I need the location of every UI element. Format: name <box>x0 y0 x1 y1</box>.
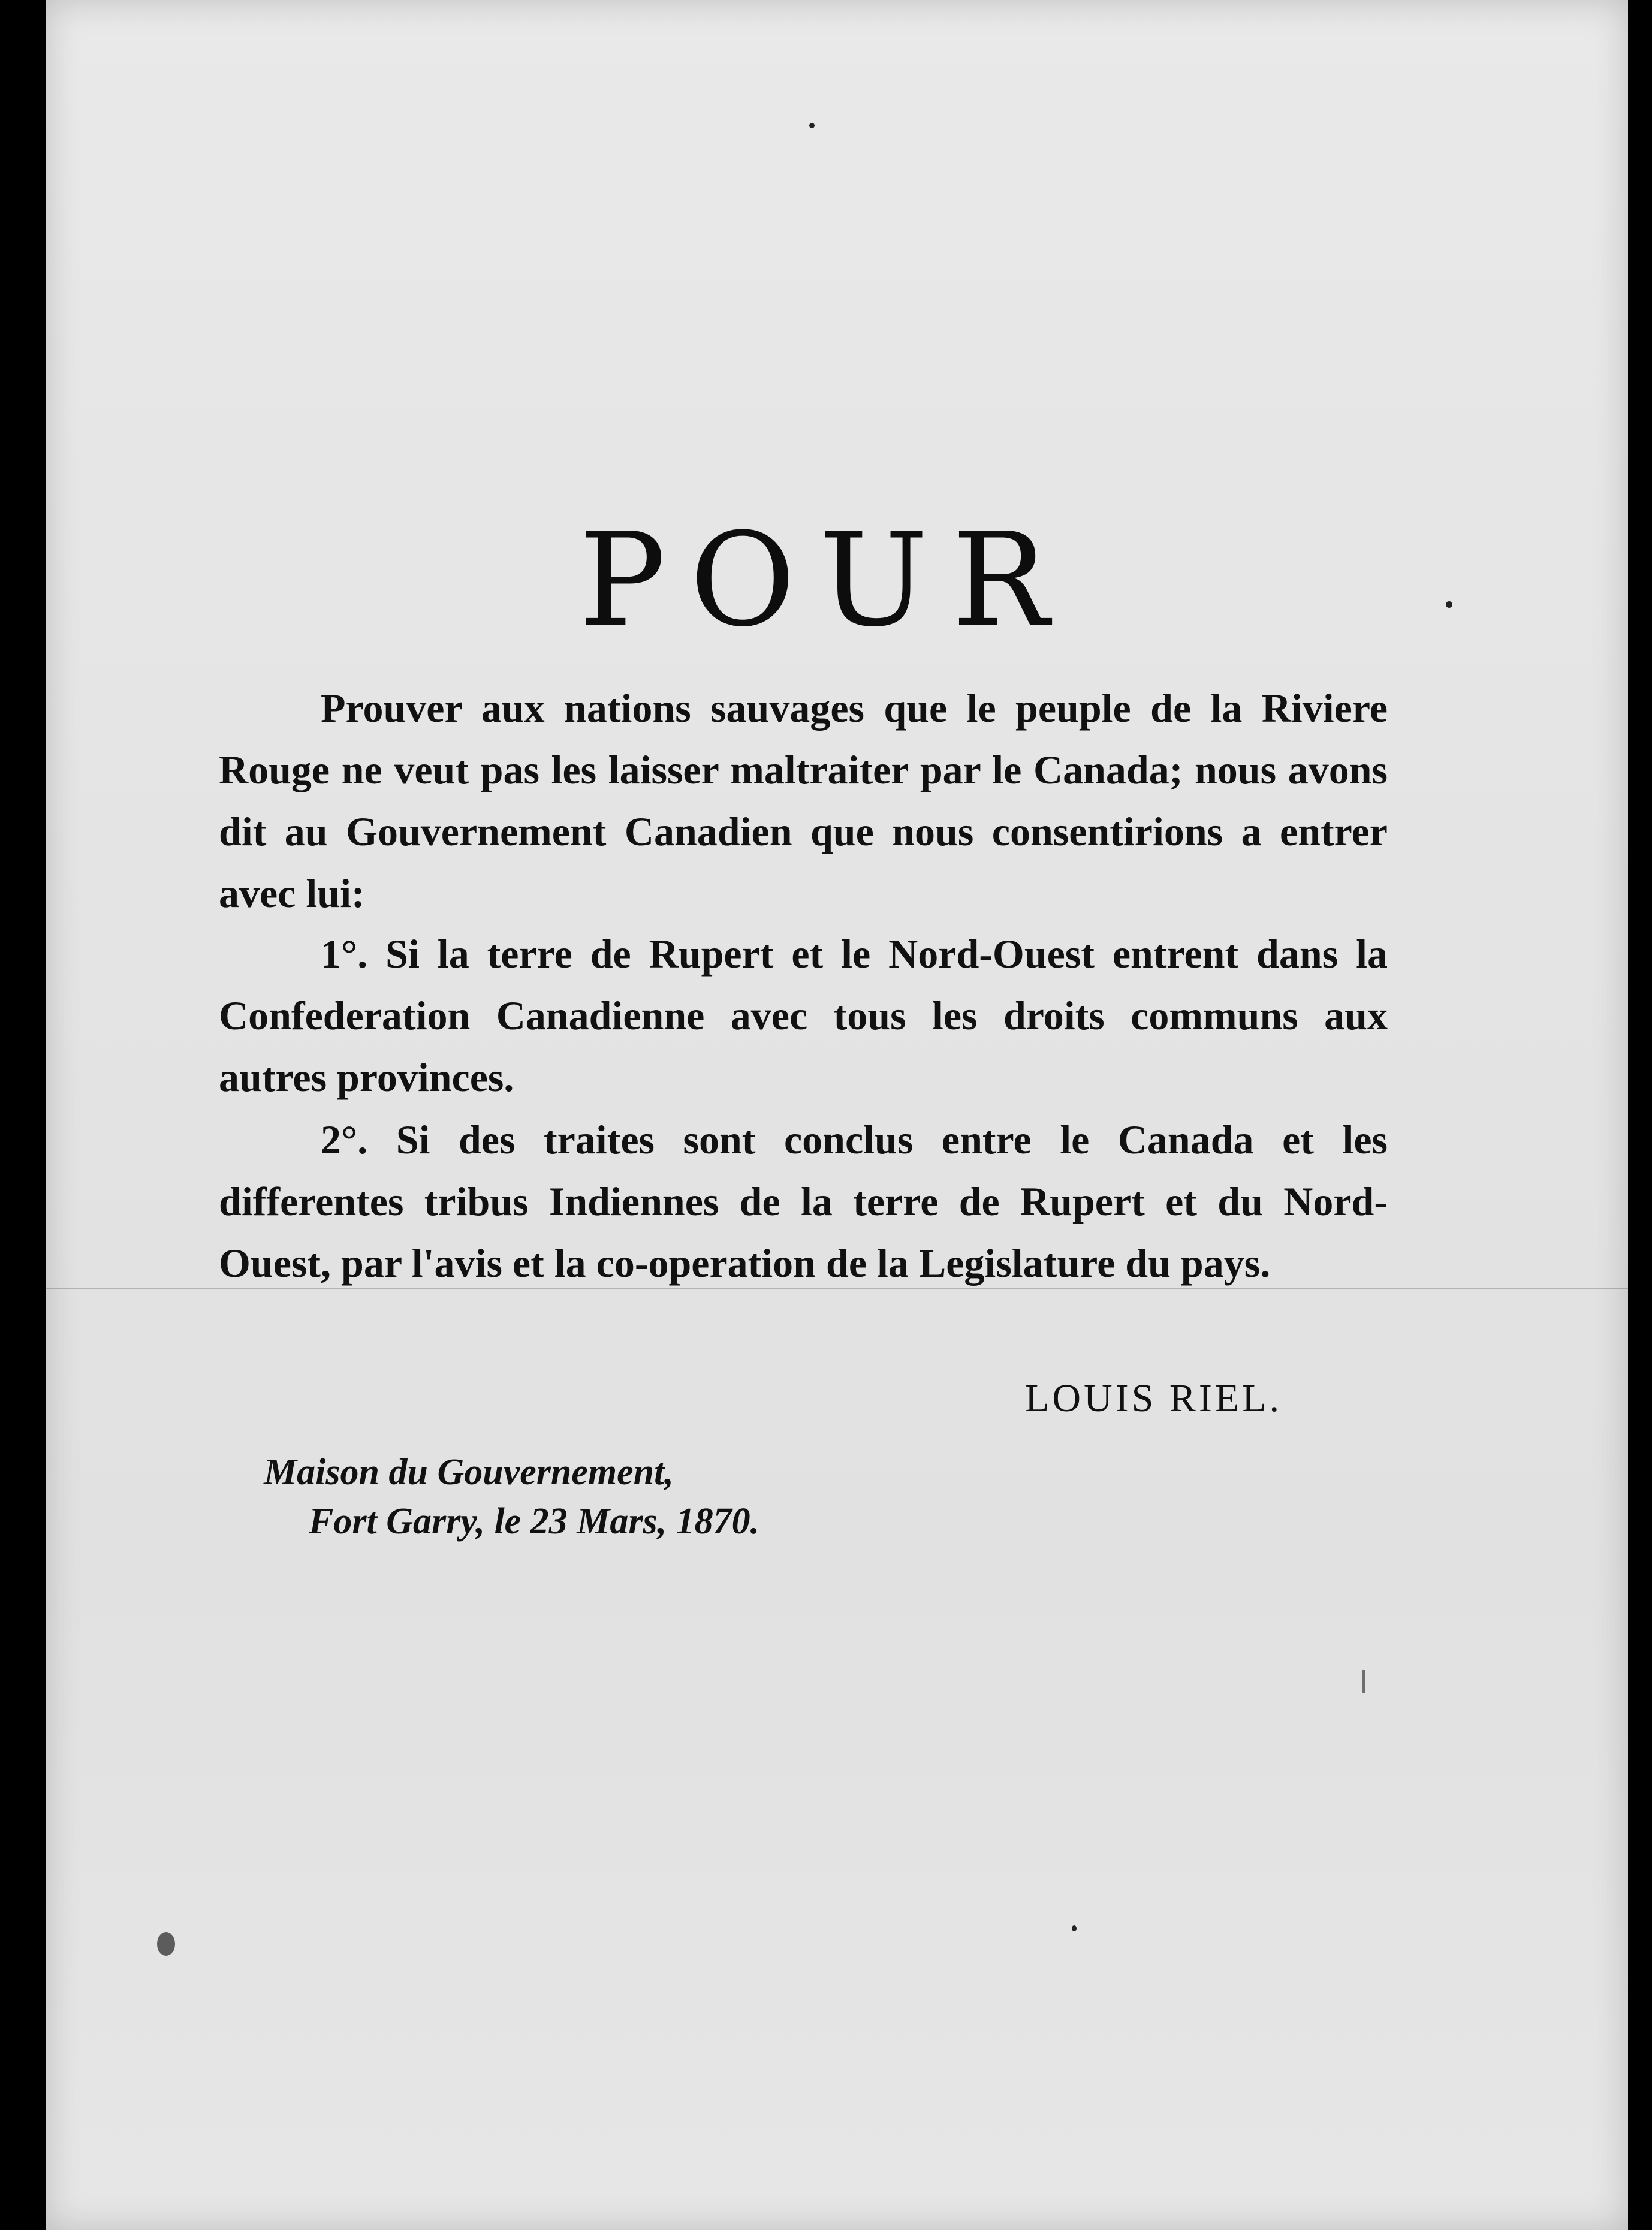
ink-speck <box>1362 1670 1365 1693</box>
signature-line: LOUIS RIEL. <box>1025 1376 1282 1420</box>
ink-speck <box>809 123 815 128</box>
ink-speck <box>157 1932 175 1956</box>
poster-title: POUR <box>578 505 1073 655</box>
place-date-block <box>264 1448 759 1546</box>
intro-paragraph: Prouver aux nations sauvages que le peuple de la Riviere Rouge ne veut pas les laisser maltraiter par le Canada; nous avons dit au Gouvernement Canadien que nous consentirions a entrer avec lui: <box>219 685 1388 916</box>
place-line: Maison du Gouvernement, <box>264 1452 674 1493</box>
scan-edge <box>1628 0 1652 2230</box>
date-line: Fort Garry, le 23 Mars, 1870. <box>309 1501 760 1542</box>
ink-speck <box>1072 1925 1077 1931</box>
condition-2-paragraph: 2°. Si des traites sont conclus entre le Canada et les differentes tribus Indiennes de la terre de Rupert et du Nord-Ouest, par l'avis et la co-operation de la Legislature du pays. <box>219 1117 1388 1286</box>
condition-1-paragraph: 1°. Si la terre de Rupert et le Nord-Ouest entrent dans la Confederation Canadienne avec tous les droits communs aux autres provinces. <box>219 931 1388 1100</box>
